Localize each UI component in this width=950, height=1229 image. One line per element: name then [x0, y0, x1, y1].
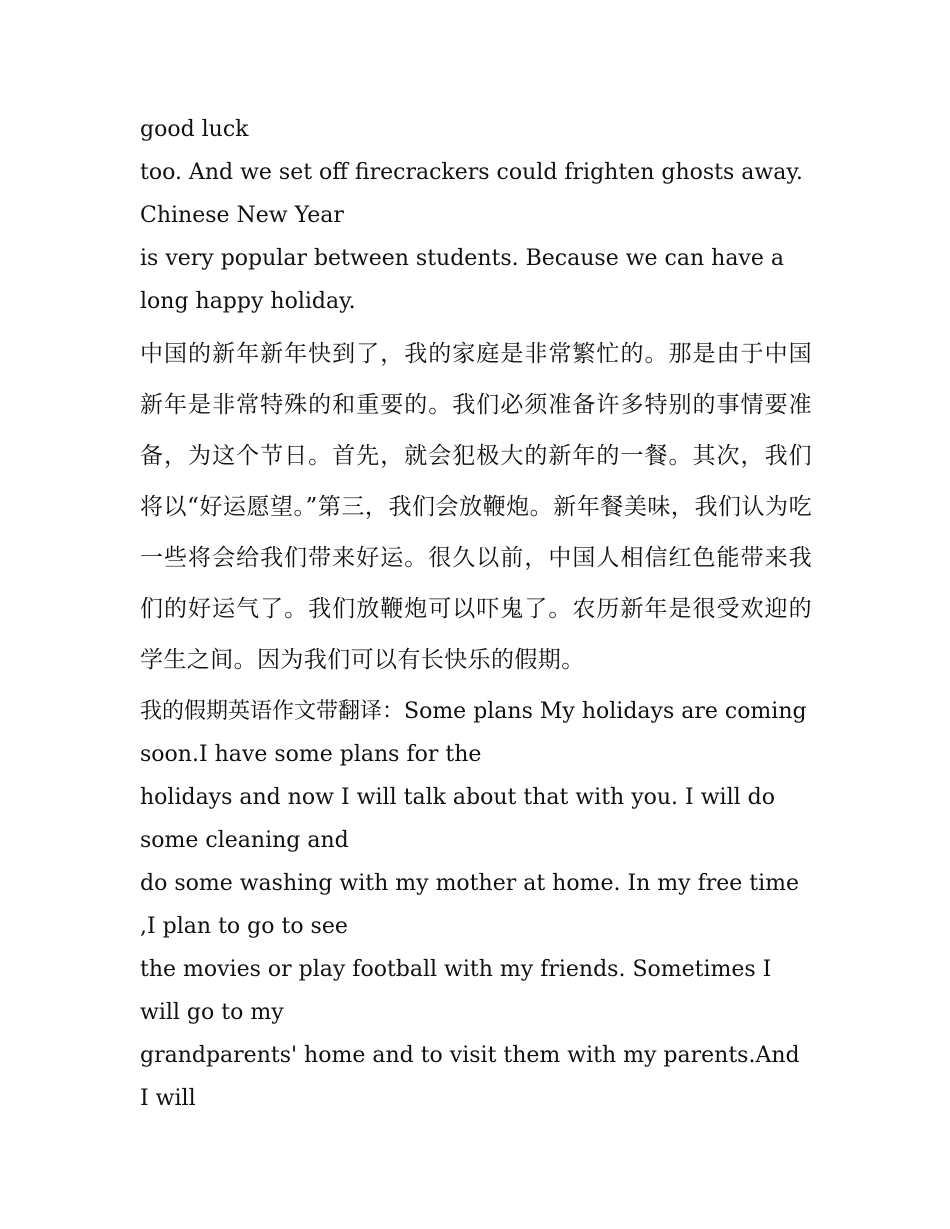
essay-line: do some washing with my mother at home. In my free time ,I plan to go to see — [140, 871, 800, 939]
text-line: is very popular between students. Because we can have a long happy holiday. — [140, 246, 784, 314]
essay-heading: 我的假期英语作文带翻译：Some plans My holidays are coming soon.I have some plans for the — [140, 699, 807, 767]
text-line: too. And we set off firecrackers could frighten ghosts away. — [140, 160, 803, 185]
essay-line: the movies or play football with my friends. Sometimes I will go to my — [140, 957, 772, 1025]
essay-line: holidays and now I will talk about that with you. I will do some cleaning and — [140, 785, 775, 853]
chinese-paragraph: 中国的新年新年快到了，我的家庭是非常繁忙的。那是由于中国新年是非常特殊的和重要的。我们必须准备许多特别的事情要准备，为这个节日。首先，就会犯极大的新年的一餐。其次，我们将以“好运愿望。”第三，我们会放鞭炮。新年餐美味，我们认为吃一些将会给我们带来好运。很久以前，中国人相信红色能带来我们的好运气了。我们放鞭炮可以吓鬼了。农历新年是很受欢迎的学生之间。因为我们可以有长快乐的假期。 — [140, 341, 812, 673]
essay-line: grandparents' home and to visit them with my parents.And I will — [140, 1043, 800, 1111]
text-line: Chinese New Year — [140, 203, 344, 228]
text-line: good luck — [140, 117, 249, 142]
document-body — [140, 108, 812, 1120]
